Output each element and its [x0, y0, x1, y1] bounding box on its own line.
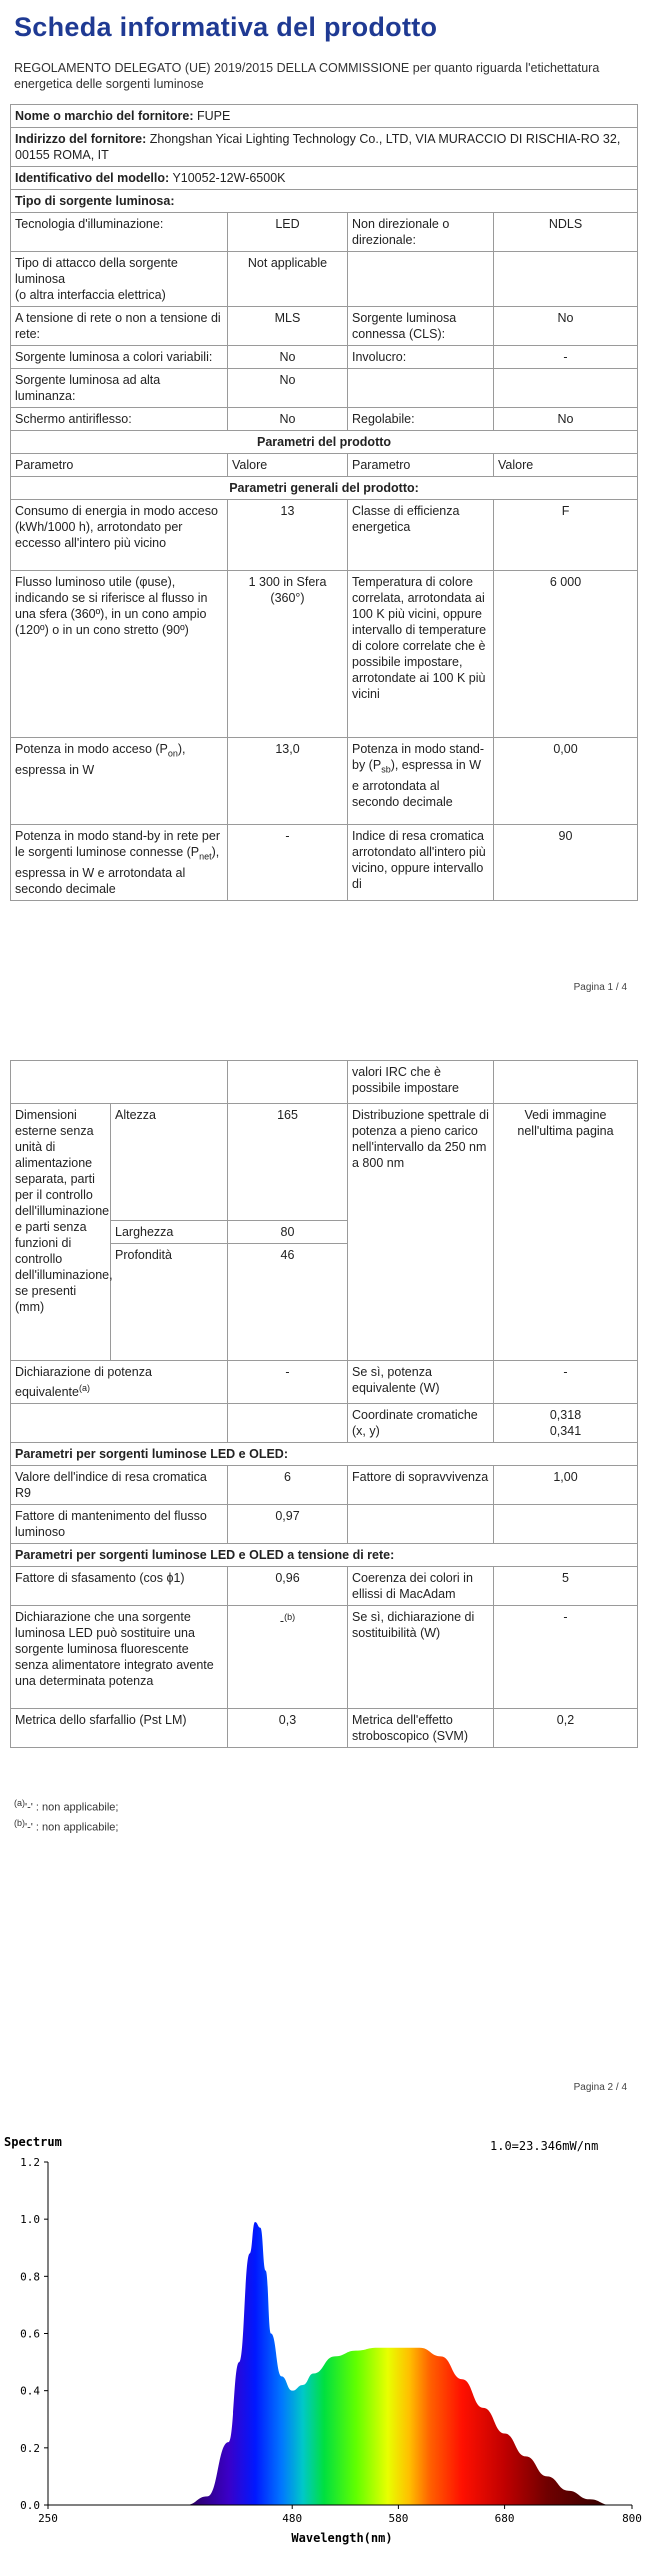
- survival-label: Fattore di sopravvivenza: [348, 1466, 494, 1505]
- col-value-1: Valore: [228, 454, 348, 477]
- x-tick-label: 250: [38, 2512, 58, 2525]
- col-param-1: Parametro: [11, 454, 228, 477]
- phase-value: 0,96: [228, 1567, 348, 1606]
- phase-label: Fattore di sfasamento (cos ϕ1): [11, 1567, 228, 1606]
- page-number-2: Pagina 2 / 4: [573, 2082, 627, 2093]
- r9-label: Valore dell'indice di resa cromatica R9: [11, 1466, 228, 1505]
- macadam-label: Coerenza dei colori in ellissi di MacAdam: [348, 1567, 494, 1606]
- r9-value: 6: [228, 1466, 348, 1505]
- mains-label: A tensione di rete o non a tensione di rete:: [11, 307, 228, 346]
- glare-value: No: [228, 408, 348, 431]
- hlls-value: No: [228, 369, 348, 408]
- params-header: Parametri del prodotto: [11, 431, 638, 454]
- maint-value: 0,97: [228, 1505, 348, 1544]
- spectrum-area: [186, 2222, 611, 2505]
- document-subtitle: REGOLAMENTO DELEGATO (UE) 2019/2015 DELLA COMMISSIONE per quanto riguarda l'etichettatura energetica delle sorgenti luminose: [14, 61, 600, 91]
- cap-label: Tipo di attacco della sorgente luminosa (o altra interfaccia elettrica): [11, 252, 228, 307]
- replace-w-label: Se sì, dichiarazione di sostituibilità (W): [348, 1606, 494, 1709]
- y-tick-label: 1.0: [20, 2213, 40, 2227]
- model-row: Identificativo del modello: Y10052-12W-6500K: [11, 167, 638, 190]
- width-label: Larghezza: [111, 1221, 228, 1244]
- pon-label: Potenza in modo acceso $(P_{on})$, espressa in W: [11, 738, 228, 825]
- cri-continued: valori IRC che è possibile impostare: [348, 1061, 494, 1104]
- svm-label: Metrica dell'effetto stroboscopico (SVM): [348, 1709, 494, 1748]
- cls-label: Sorgente luminosa connessa (CLS):: [348, 307, 494, 346]
- y-tick-label: 0.4: [20, 2384, 40, 2398]
- page-3: [0, 2120, 647, 2560]
- equiv-w-value: -: [494, 1361, 638, 1404]
- equiv-w-label: Se sì, potenza equivalente (W): [348, 1361, 494, 1404]
- y-tick-label: 0.0: [20, 2499, 40, 2512]
- pnet-value: -: [228, 825, 348, 901]
- energy-value: 13: [228, 500, 348, 571]
- class-label: Classe di efficienza energetica: [348, 500, 494, 571]
- flux-value: 1 300 in Sfera (360°): [228, 571, 348, 738]
- cct-value: 6 000: [494, 571, 638, 738]
- chart-annotation: 1.0=23.346mW/nm: [490, 2139, 599, 2153]
- x-tick-label: 800: [622, 2512, 642, 2525]
- colour-label: Sorgente luminosa a colori variabili:: [11, 346, 228, 369]
- led-params-header: Parametri per sorgenti luminose LED e OLED:: [11, 1443, 638, 1466]
- macadam-value: 5: [494, 1567, 638, 1606]
- supplier-address-row: Indirizzo del fornitore: Zhongshan Yicai Lighting Technology Co., LTD, VIA MURACCIO DI RISCHIA-RO 32, 00155 ROMA, IT: [11, 128, 638, 167]
- source-type-header: Tipo di sorgente luminosa:: [11, 190, 638, 213]
- x-tick-label: 680: [494, 2512, 515, 2525]
- page-1: [0, 0, 647, 1000]
- directional-value: NDLS: [494, 213, 638, 252]
- page-number-1: Pagina 1 / 4: [573, 982, 627, 993]
- width-value: 80: [228, 1221, 348, 1244]
- replace-label: Dichiarazione che una sorgente luminosa LED può sostituire una sorgente luminosa fluorescente senza alimentatore integrato avente una determinata potenza: [11, 1606, 228, 1709]
- document-title: Scheda informativa del prodotto: [14, 12, 438, 42]
- dimmable-value: No: [494, 408, 638, 431]
- x-axis-label: Wavelength(nm): [291, 2531, 393, 2545]
- pon-value: 13,0: [228, 738, 348, 825]
- cri-value: 90: [494, 825, 638, 901]
- depth-value: 46: [228, 1244, 348, 1361]
- supplier-name-row: Nome o marchio del fornitore: FUPE: [11, 105, 638, 128]
- envelope-value: -: [494, 346, 638, 369]
- col-value-2: Valore: [494, 454, 638, 477]
- cap-value: Not applicable: [228, 252, 348, 307]
- height-label: Altezza: [111, 1104, 228, 1221]
- colour-value: No: [228, 346, 348, 369]
- cct-label: Temperatura di colore correlata, arrotondata ai 100 K più vicini, oppure intervallo di temperature di colore correlate che è possibile impostare, arrotondate ai 100 K più vicini: [348, 571, 494, 738]
- height-value: 165: [228, 1104, 348, 1221]
- product-info-table-2: [10, 1060, 638, 1748]
- spectral-label: Distribuzione spettrale di potenza a pieno carico nell'intervallo da 250 nm a 800 nm: [348, 1104, 494, 1361]
- equiv-value: -: [228, 1361, 348, 1404]
- energy-label: Consumo di energia in modo acceso (kWh/1000 h), arrotondato per eccesso all'intero più vicino: [11, 500, 228, 571]
- cls-value: No: [494, 307, 638, 346]
- svm-value: 0,2: [494, 1709, 638, 1748]
- col-param-2: Parametro: [348, 454, 494, 477]
- maint-label: Fattore di mantenimento del flusso luminoso: [11, 1505, 228, 1544]
- pnet-label: Potenza in modo stand-by in rete per le sorgenti luminose connesse $(P_{net})$, espressa in W e arrotondata al secondo decimale: [11, 825, 228, 901]
- product-info-table-1: [10, 104, 638, 901]
- page-2: [0, 1060, 647, 2110]
- psb-value: 0,00: [494, 738, 638, 825]
- y-tick-label: 0.2: [20, 2441, 40, 2455]
- x-tick-label: 580: [388, 2512, 409, 2525]
- survival-value: 1,00: [494, 1466, 638, 1505]
- spectrum-chart: [0, 2120, 647, 2560]
- y-tick-label: 0.6: [20, 2327, 40, 2341]
- spectral-value: Vedi immagine nell'ultima pagina: [494, 1104, 638, 1361]
- y-tick-label: 0.8: [20, 2270, 40, 2284]
- y-tick-label: 1.2: [20, 2156, 40, 2169]
- dimmable-label: Regolabile:: [348, 408, 494, 431]
- cri-label: Indice di resa cromatica arrotondato all'intero più vicino, oppure intervallo di: [348, 825, 494, 901]
- chroma-value: 0,318 0,341: [494, 1404, 638, 1443]
- mains-params-header: Parametri per sorgenti luminose LED e OLED a tensione di rete:: [11, 1544, 638, 1567]
- tech-value: LED: [228, 213, 348, 252]
- chroma-label: Coordinate cromatiche (x, y): [348, 1404, 494, 1443]
- chart-title: Spectrum: [4, 2135, 62, 2149]
- directional-label: Non direzionale o direzionale:: [348, 213, 494, 252]
- flux-label: Flusso luminoso utile (φuse), indicando se si riferisce al flusso in una sfera (360º), in un cono ampio (120º) o in un cono stretto (90º): [11, 571, 228, 738]
- mains-value: MLS: [228, 307, 348, 346]
- replace-w-value: -: [494, 1606, 638, 1709]
- equiv-label: Dichiarazione di potenza equivalente$^{(a)}$: [11, 1361, 228, 1404]
- class-value: F: [494, 500, 638, 571]
- general-params-header: Parametri generali del prodotto:: [11, 477, 638, 500]
- footnote-b: $^{(b)}$'-' : non applicabile;: [14, 1818, 119, 1834]
- tech-label: Tecnologia d'illuminazione:: [11, 213, 228, 252]
- pstlm-label: Metrica dello sfarfallio (Pst LM): [11, 1709, 228, 1748]
- hlls-label: Sorgente luminosa ad alta luminanza:: [11, 369, 228, 408]
- pstlm-value: 0,3: [228, 1709, 348, 1748]
- footnote-a: $^{(a)}$'-' : non applicabile;: [14, 1798, 119, 1814]
- glare-label: Schermo antiriflesso:: [11, 408, 228, 431]
- replace-value: -$^{(b)}$: [228, 1606, 348, 1709]
- depth-label: Profondità: [111, 1244, 228, 1361]
- x-tick-label: 480: [282, 2512, 303, 2525]
- envelope-label: Involucro:: [348, 346, 494, 369]
- psb-label: Potenza in modo stand-by $(P_{sb})$, espressa in W e arrotondata al secondo decimale: [348, 738, 494, 825]
- dimensions-label: Dimensioni esterne senza unità di alimentazione separata, parti per il controllo dell'illuminazione e parti senza funzioni di controllo dell'illuminazione, se presenti (mm): [11, 1104, 111, 1361]
